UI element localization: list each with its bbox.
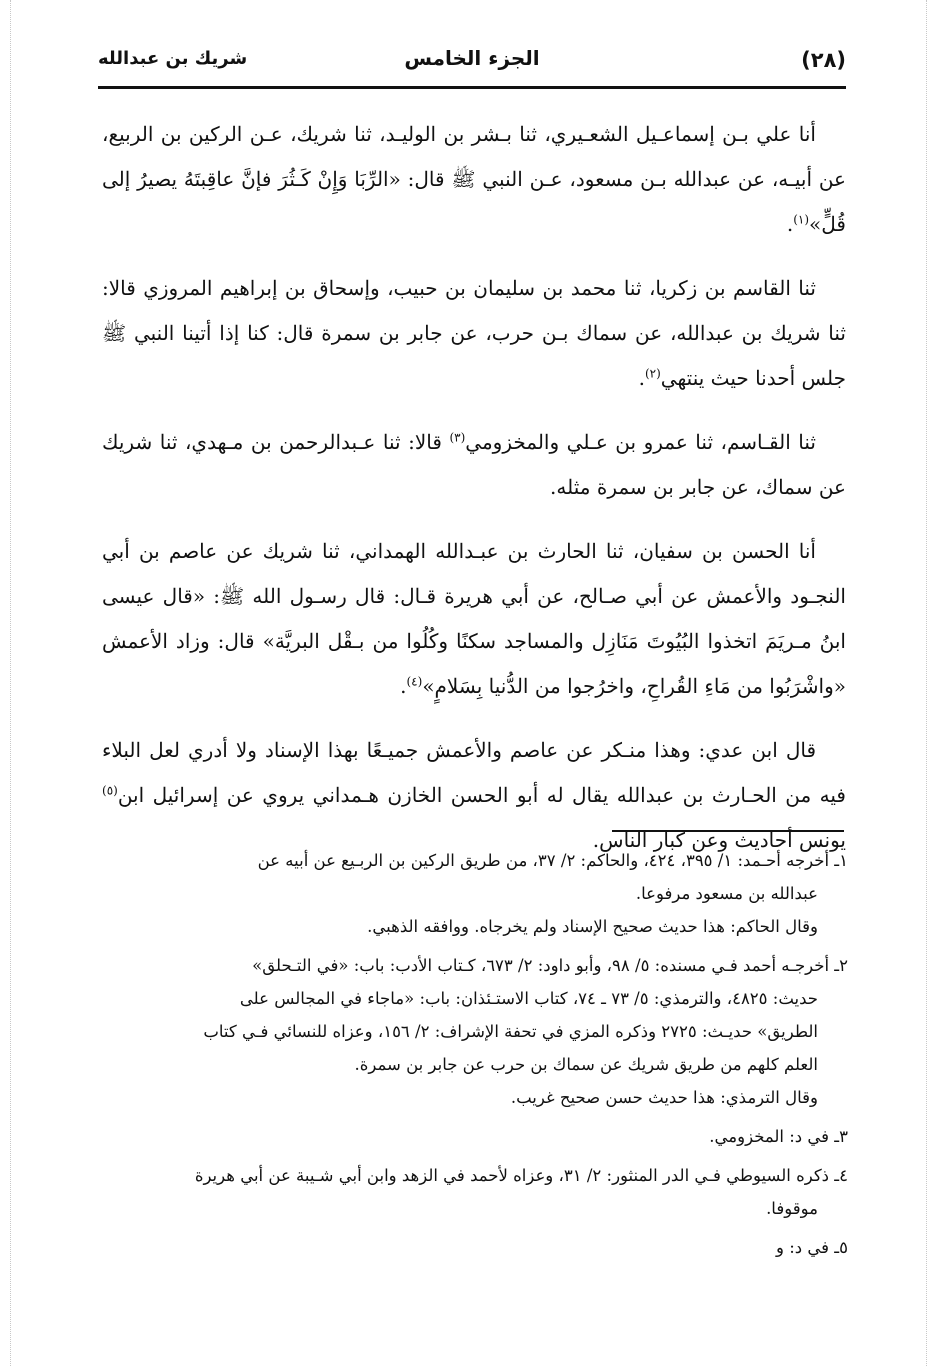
part-title: الجزء الخامس [404,46,540,70]
footnote-rule [612,830,844,832]
page-number: (٢٨) [801,48,846,72]
footnote-ref-1: (١) [793,212,810,227]
footnotes [102,844,848,1270]
main-text [102,112,846,863]
hadith-paragraph-3: ثنا القـاسم، ثنا عمرو بن عـلي والمخزومي$^{(٣)}$ قالا: ثنا عـبدالرحمن بن مـهدي، ثنا شريك عن سماك، عن جابر بن سمرة مثله. [102,430,846,499]
scan-edge-left [10,0,11,1366]
header-rule [98,86,846,89]
footnote-ref-3: (٣) [449,430,466,445]
footnote-2: ٢ـ أخرجـه أحمد فـي مسنده: ٥/ ٩٨، وأبو داود: ٢/ ٦٧٣، كـتاب الأدب: باب: «في التـحلق» حديث: ٤٨٢٥، والترمذي: ٥/ ٧٣ ـ ٧٤، كتاب الاستـئذان: باب: «ماجاء في المجالس على الطريق» حديـث: ٢٧٢٥ وذكره المزي في تحفة الإشراف: ٢/ ١٥٦، وعزاه للنسائي فـي كتاب العلم كلهم من طريق شريك عن سماك بن حرب عن جابر بن سمرة. وقال الترمذي: هذا حديث حسن صحيح غريب. [203,956,848,1107]
hadith-paragraph-4: أنا الحسن بن سفيان، ثنا الحارث بن عبـدالله الهمداني، ثنا شريك عن عاصم بن أبي النجـود والأعمش عن أبي صـالح، عن أبي هريرة قـال: قال رسـول الله ﷺ: «قال عيسى ابنُ مـريَمَ اتخذوا البُيُوتَ مَنَازِل والمساجد سكنًا وكُلُوا من بـقْل البريَّة» قال: وزاد الأعمش «واشْرَبُوا من مَاءِ القُراحِ، واخرُجوا من الدُّنيا بِسَلامٍ»$^{(٤)}$. [102,539,846,698]
footnote-ref-2: (٢) [644,366,661,381]
hadith-paragraph-1: أنا علي بـن إسماعـيل الشعـيري، ثنا بـشر بن الوليـد، ثنا شريك، عـن الركين بن الربيع، عن أبيـه، عن عبدالله بـن مسعود، عـن النبي ﷺ قال: «الرِّبَا وَإِنْ كَـثُرَ فإنَّ عاقِبتَهُ يصيرُ إلى قُلٍّ»$^{(١)}$. [102,122,846,236]
narrator-name: شريك بن عبدالله [98,48,248,69]
footnote-5: ٥ـ في د: و [776,1238,848,1257]
commentary-paragraph: قال ابن عدي: وهذا منـكر عن عاصم والأعمش جميـعًا بهذا الإسناد ولا أدري لعل البلاء فيه من الحـارث بن عبدالله يقال له أبو الحسن الخازن هـمداني يروي عن إسرائيل ابن$^{(٥)}$ يونس أحاديث وعن كبار الناس. [102,738,846,852]
footnote-3: ٣ـ في د: المخزومي. [709,1127,848,1146]
footnote-1: ١ـ أخرجه أحـمد: ١/ ٣٩٥، ٤٢٤، والحاكم: ٢/ ٣٧، من طريق الركين بن الربـيع عن أبيه عن عبدالله بن مسعود مرفوعا. وقال الحاكم: هذا حديث صحيح الإسناد ولم يخرجاه. ووافقه الذهبي. [257,851,848,936]
hadith-paragraph-2: ثنا القاسم بن زكريا، ثنا محمد بن سليمان بن حبيب، وإسحاق بن إبراهيم المروزي قالا: ثنا شريك بن عبدالله، عن سماك بـن حرب، عن جابر بن سمرة قال: كنا إذا أتينا النبي ﷺ جلس أحدنا حيث ينتهي$^{(٢)}$. [102,276,846,390]
footnote-ref-5: (٥) [102,783,118,798]
page-header [98,40,846,80]
footnote-4: ٤ـ ذكره السيوطي فـي الدر المنثور: ٢/ ٣١، وعزاه لأحمد في الزهد وابن أبي شـيبة عن أبي هريرة موقوفا. [194,1166,848,1218]
footnote-ref-4: (٤) [406,674,423,689]
scan-edge-right [926,0,927,1366]
